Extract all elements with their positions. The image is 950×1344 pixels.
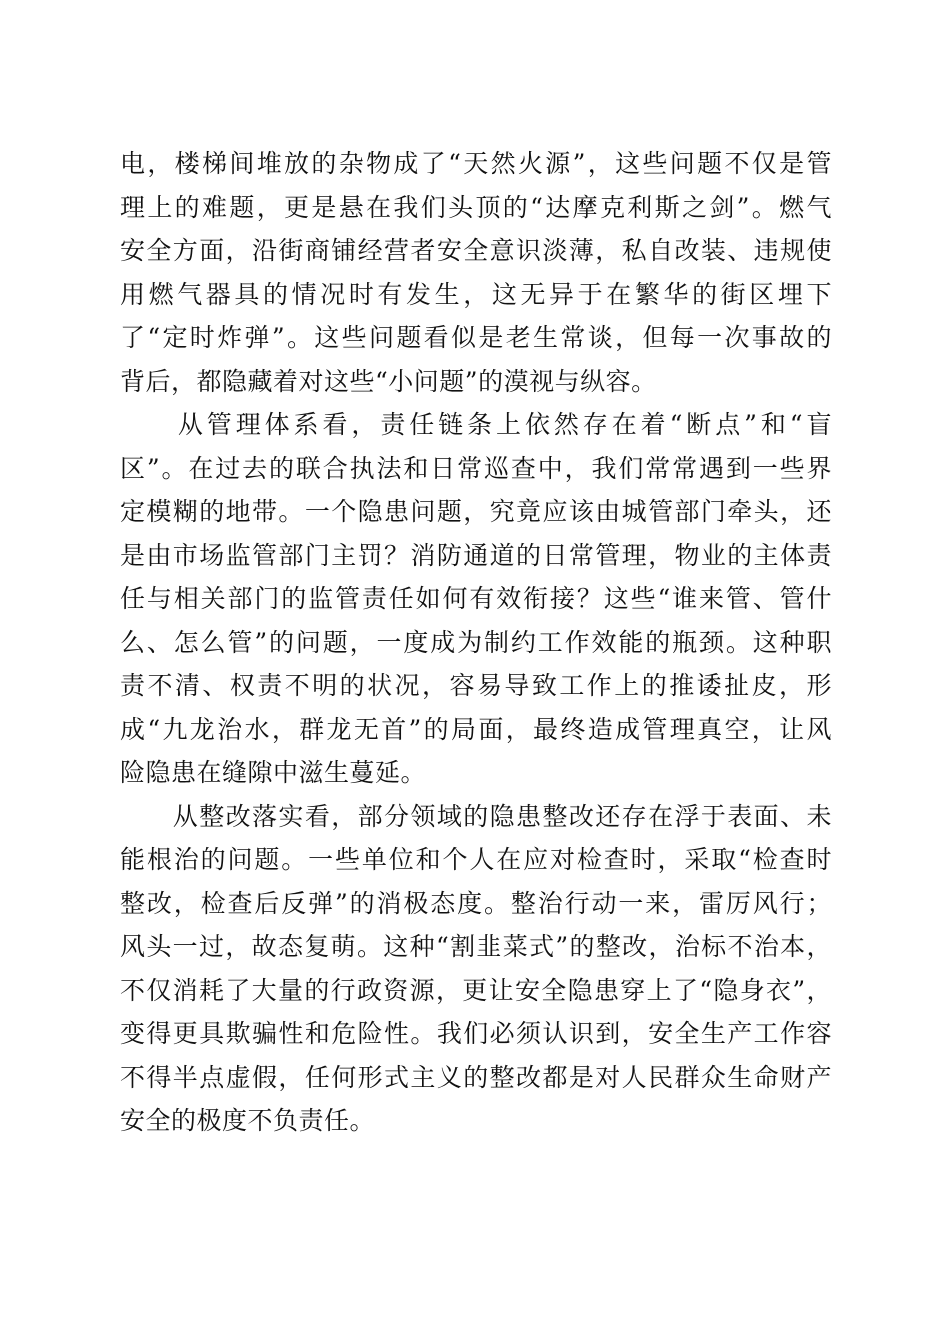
text-line: 区”。在过去的联合执法和日常巡查中，我们常常遇到一些界	[120, 453, 832, 483]
text-line: 责不清、权责不明的状况，容易导致工作上的推诿扯皮，形	[120, 671, 832, 700]
text-line: 安全的极度不负责任。	[120, 1106, 376, 1135]
text-line: 不仅消耗了大量的行政资源，更让安全隐患穿上了“隐身衣”，	[120, 975, 832, 1005]
text-line: 从整改落实看，部分领域的隐患整改还存在浮于表面、未	[120, 801, 832, 831]
paragraph-2	[120, 403, 832, 795]
text-line: 用燃气器具的情况时有发生，这无异于在繁华的街区埋下	[120, 279, 832, 309]
text-line: 是由市场监管部门主罚？消防通道的日常管理，物业的主体责	[120, 540, 832, 570]
text-line: 变得更具欺骗性和危险性。我们必须认识到，安全生产工作容	[120, 1019, 832, 1048]
text-line: 背后，都隐藏着对这些“小问题”的漠视与纵容。	[120, 366, 657, 396]
text-line: 么、怎么管”的问题，一度成为制约工作效能的瓶颈。这种职	[120, 627, 832, 657]
text-line: 任与相关部门的监管责任如何有效衔接？这些“谁来管、管什	[120, 584, 832, 613]
text-line: 不得半点虚假，任何形式主义的整改都是对人民群众生命财产	[120, 1062, 832, 1092]
text-line: 风头一过，故态复萌。这种“割韭菜式”的整改，治标不治本，	[120, 932, 832, 961]
text-line: 安全方面，沿街商铺经营者安全意识淡薄，私自改装、违规使	[120, 236, 832, 265]
text-line: 险隐患在缝隙中滋生蔓延。	[120, 758, 427, 787]
text-line: 了“定时炸弹”。这些问题看似是老生常谈，但每一次事故的	[120, 323, 832, 352]
paragraph-3	[120, 795, 832, 1143]
text-line: 整改，检查后反弹”的消极态度。整治行动一来，雷厉风行；	[120, 888, 832, 918]
text-line: 理上的难题，更是悬在我们头顶的“达摩克利斯之剑”。燃气	[120, 192, 832, 222]
body-text	[120, 142, 832, 1143]
text-line: 成“九龙治水，群龙无首”的局面，最终造成管理真空，让风	[120, 714, 832, 744]
paragraph-1	[120, 142, 832, 403]
text-line: 能根治的问题。一些单位和个人在应对检查时，采取“检查时	[120, 845, 832, 874]
text-line: 电，楼梯间堆放的杂物成了“天然火源”，这些问题不仅是管	[120, 149, 832, 178]
text-line: 从管理体系看，责任链条上依然存在着“断点”和“盲	[120, 410, 832, 439]
text-line: 定模糊的地带。一个隐患问题，究竟应该由城管部门牵头，还	[120, 497, 832, 526]
